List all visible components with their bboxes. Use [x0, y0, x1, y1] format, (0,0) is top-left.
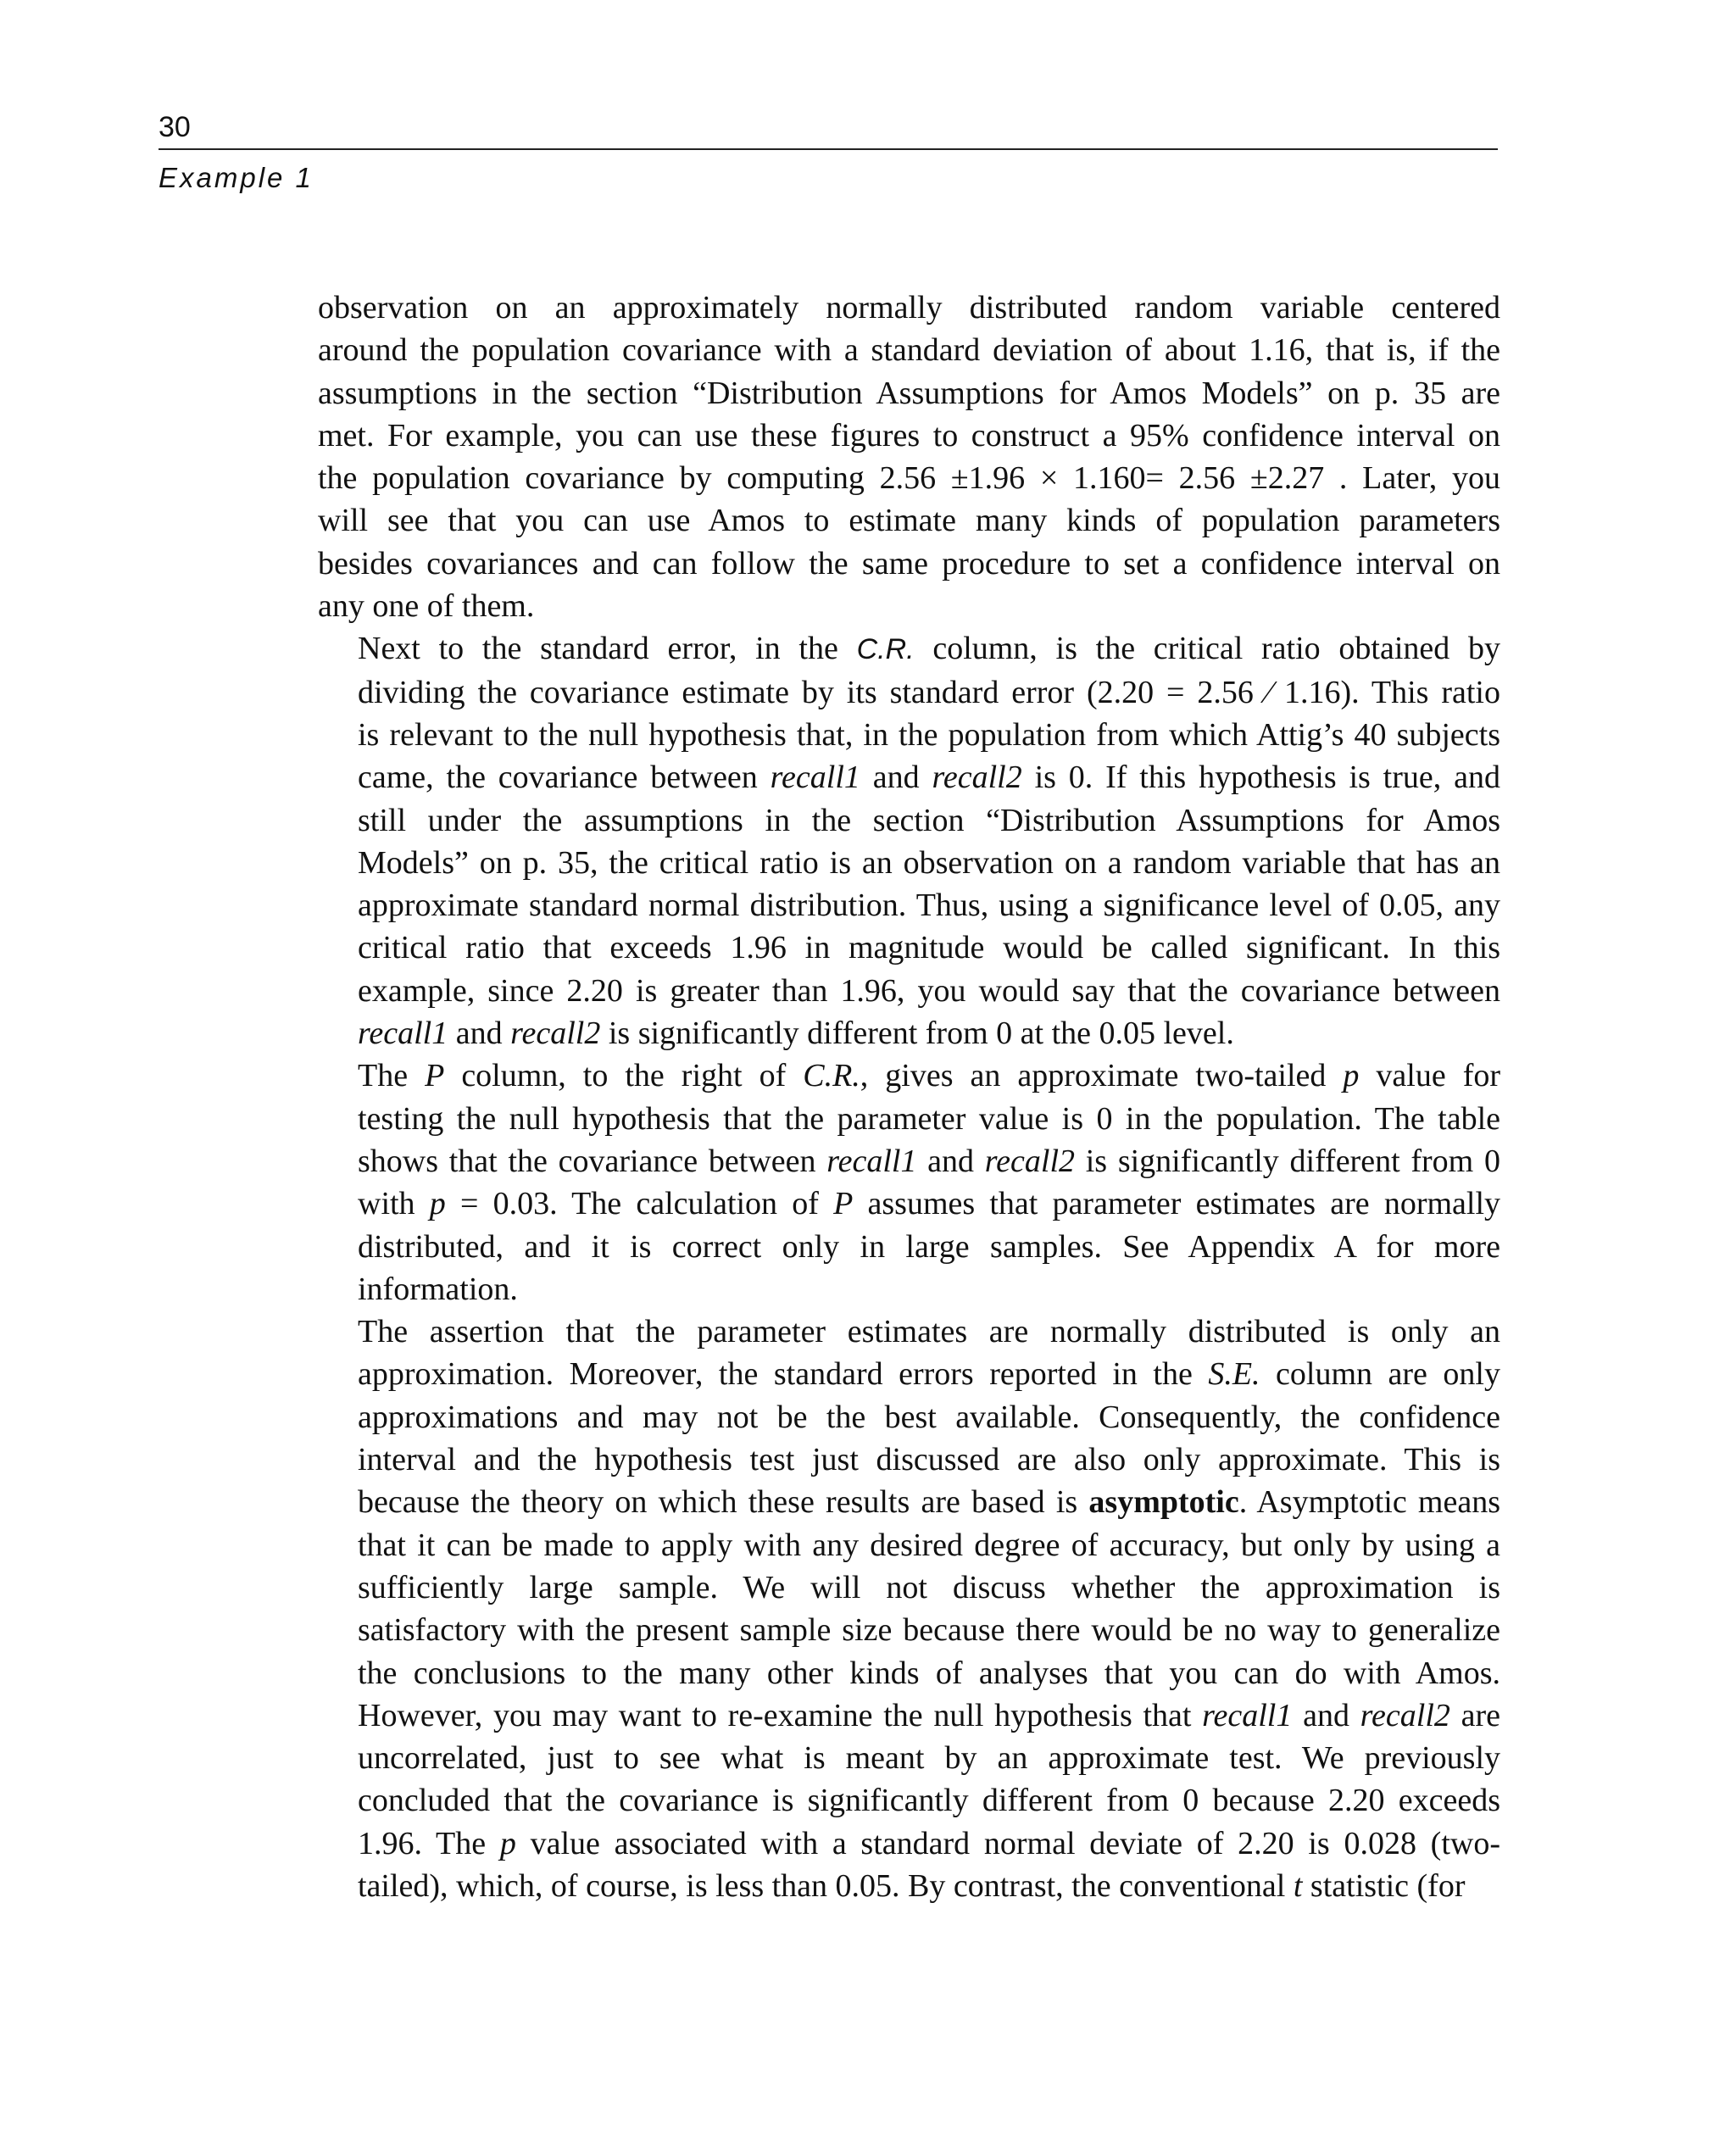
chapter-label: Example 1 [159, 162, 314, 193]
text-line [318, 1779, 1500, 1822]
italic-term: recall2 [984, 1143, 1076, 1179]
text-line [318, 1652, 1500, 1694]
text-line [318, 1566, 1500, 1609]
text-run: statistic (for [1302, 1867, 1466, 1904]
text-run: sufficiently large sample. We will not discuss whether the approximation is [358, 1569, 1500, 1605]
italic-term: P [425, 1058, 445, 1094]
italic-term: recall1 [1202, 1697, 1293, 1733]
paragraph [318, 1310, 1500, 1907]
text-line [318, 1268, 1500, 1310]
italic-term: p [429, 1186, 446, 1222]
text-run: and [860, 759, 932, 796]
paragraph [318, 627, 1500, 1054]
text-run: is 0. If this hypothesis is true, and [1021, 759, 1500, 796]
text-run: column, to the right of [444, 1058, 804, 1094]
text-line [318, 1524, 1500, 1566]
text-run: and [448, 1015, 511, 1052]
text-line [318, 1054, 1500, 1097]
text-line [318, 585, 1500, 627]
text-run: = 0.03. The calculation of [445, 1186, 834, 1222]
text-line [318, 1182, 1500, 1225]
text-line [318, 926, 1500, 969]
text-run: the population covariance by computing 2.56 ±1.96 × 1.160= 2.56 ±2.27 . Later, you [318, 460, 1500, 497]
text-run: any one of them. [318, 588, 535, 625]
text-line [318, 1140, 1500, 1182]
text-run: approximate standard normal distribution. Thus, using a significance level of 0.05, any [358, 887, 1500, 924]
italic-term: S.E. [1208, 1356, 1260, 1393]
text-run: column are only [1260, 1356, 1500, 1393]
text-line [318, 884, 1500, 926]
text-line [318, 415, 1500, 457]
text-line [318, 714, 1500, 756]
text-run: approximations and may not be the best available. Consequently, the confidence [358, 1399, 1500, 1435]
text-run: are [1449, 1697, 1500, 1733]
text-line [318, 329, 1500, 371]
text-run: Next to the standard error, in the [358, 631, 857, 667]
text-line [318, 799, 1500, 842]
text-line [318, 627, 1500, 670]
italic-term: recall2 [932, 759, 1022, 796]
text-run: assumes that parameter estimates are normally [853, 1186, 1501, 1222]
text-line [318, 1865, 1500, 1907]
text-run: around the population covariance with a standard deviation of about 1.16, that is, if the [318, 332, 1500, 369]
text-run: testing the null hypothesis that the parameter value is 0 in the population. The table [358, 1100, 1500, 1137]
text-run: uncorrelated, just to see what is meant by an approximate test. We previously [358, 1740, 1500, 1777]
italic-term: t [1293, 1867, 1303, 1904]
text-line [318, 287, 1500, 329]
header-rule [159, 148, 1498, 150]
text-run: value for [1359, 1058, 1500, 1094]
text-line [318, 372, 1500, 415]
italic-term: recall1 [826, 1143, 917, 1179]
italic-term: C.R. [856, 633, 915, 666]
text-line [318, 1396, 1500, 1438]
text-run: that it can be made to apply with any desired degree of accuracy, but only by using a [358, 1527, 1500, 1563]
text-run: The [358, 1058, 426, 1094]
text-line [318, 1694, 1500, 1737]
text-run: and [916, 1143, 985, 1179]
text-run: assumptions in the section “Distribution Assumptions for Amos Models” on p. 35 are [318, 375, 1500, 411]
text-run: The assertion that the parameter estimates are normally distributed is only an [358, 1314, 1500, 1350]
text-line [318, 1822, 1500, 1865]
text-line [318, 1012, 1500, 1054]
text-run: example, since 2.20 is greater than 1.96, you would say that the covariance between [358, 972, 1500, 1009]
text-line [318, 756, 1500, 798]
text-run: is significantly different from 0 [1075, 1143, 1500, 1179]
text-line [318, 1353, 1500, 1395]
text-run: and [1292, 1697, 1360, 1733]
text-line [318, 842, 1500, 884]
text-run: approximation. Moreover, the standard errors reported in the [358, 1356, 1209, 1393]
text-run: the conclusions to the many other kinds of analyses that you can do with Amos. [358, 1655, 1500, 1691]
italic-term: recall2 [510, 1015, 601, 1052]
text-run: shows that the covariance between [358, 1143, 827, 1179]
text-run: tailed), which, of course, is less than 0.05. By contrast, the conventional [358, 1867, 1294, 1904]
text-run: because the theory on which these results are based is [358, 1484, 1089, 1521]
page-number: 30 [159, 111, 191, 143]
text-run: is significantly different from 0 at the 0.05 level. [600, 1015, 1234, 1052]
text-line [318, 970, 1500, 1012]
text-run: is relevant to the null hypothesis that, in the population from which Attig’s 40 subjects [358, 716, 1500, 753]
text-run: . Asymptotic means [1238, 1484, 1500, 1521]
italic-term: p [499, 1825, 516, 1861]
text-run: besides covariances and can follow the same procedure to set a confidence interval on [318, 545, 1500, 581]
text-line [318, 1098, 1500, 1140]
bold-term: asymptotic [1088, 1484, 1239, 1521]
text-line [318, 1226, 1500, 1268]
text-run: Models” on p. 35, the critical ratio is an observation on a random variable that has an [358, 844, 1500, 881]
text-line [318, 1481, 1500, 1523]
text-line [318, 1737, 1500, 1779]
text-run: came, the covariance between [358, 759, 771, 796]
italic-term: recall2 [1360, 1697, 1450, 1733]
text-run: satisfactory with the present sample size because there would be no way to generalize [358, 1612, 1500, 1649]
text-run: still under the assumptions in the section “Distribution Assumptions for Amos [358, 802, 1500, 838]
body-text [318, 287, 1500, 1907]
text-run: 1.96. The [358, 1825, 500, 1861]
italic-term: recall1 [770, 759, 860, 796]
text-line [318, 671, 1500, 714]
text-line [318, 457, 1500, 499]
text-run: However, you may want to re-examine the null hypothesis that [358, 1697, 1203, 1733]
text-run: column, is the critical ratio obtained by [914, 631, 1500, 667]
text-run: critical ratio that exceeds 1.96 in magnitude would be called significant. In this [358, 930, 1500, 966]
italic-term: C.R. [803, 1058, 860, 1094]
italic-term: P [833, 1186, 854, 1222]
text-run: observation on an approximately normally distributed random variable centered [318, 290, 1500, 325]
text-run: will see that you can use Amos to estimate many kinds of population parameters [318, 503, 1500, 539]
text-line [318, 1609, 1500, 1651]
text-run: met. For example, you can use these figures to construct a 95% confidence interval on [318, 417, 1500, 453]
text-run: concluded that the covariance is significantly different from 0 because 2.20 exceeds [358, 1783, 1500, 1819]
text-line [318, 1310, 1500, 1353]
paragraph [318, 1054, 1500, 1310]
text-line [318, 499, 1500, 542]
paragraph [318, 287, 1500, 627]
text-run: value associated with a standard normal deviate of 2.20 is 0.028 (two- [515, 1825, 1500, 1861]
text-run: information. [358, 1271, 518, 1307]
text-run: interval and the hypothesis test just discussed are also only approximate. This is [358, 1442, 1500, 1478]
italic-term: recall1 [358, 1015, 448, 1052]
italic-term: p [1343, 1058, 1360, 1094]
text-run: dividing the covariance estimate by its standard error (2.20 = 2.56 ⁄ 1.16). This ratio [358, 674, 1500, 710]
text-run: , gives an approximate two-tailed [860, 1058, 1344, 1094]
text-run: distributed, and it is correct only in large samples. See Appendix A for more [358, 1228, 1500, 1265]
text-line [318, 542, 1500, 585]
text-run: with [358, 1186, 430, 1222]
text-line [318, 1438, 1500, 1481]
